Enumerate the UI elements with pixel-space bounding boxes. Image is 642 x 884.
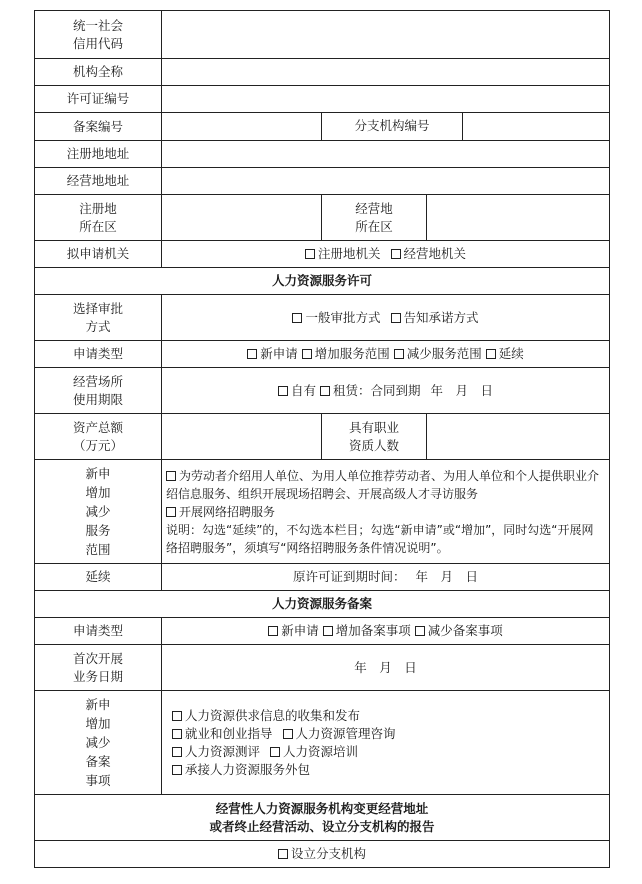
lease-expiry-date[interactable]: 年 月 日 [430,382,494,398]
license-section-title: 人力资源服务许可 [35,268,610,295]
license-no-label: 许可证编号 [35,86,162,113]
service-scope-note: 说明：勾选“延续”的，不勾选本栏目；勾选“新申请”或“增加”，同时勾选“开展网络招聘服务”，须填写“网络招聘服务条件情况说明”。 [166,522,594,555]
op-address-field[interactable] [162,168,610,195]
checkbox-new-application[interactable] [247,349,257,359]
row-credit-code [35,11,610,59]
assets-field[interactable] [162,414,322,460]
row-filing-apply-type [35,618,610,645]
row-org-name [35,59,610,86]
filing-apply-type-label: 申请类型 [35,618,162,645]
row-branch-setup [35,841,610,868]
row-license-apply-type [35,341,610,368]
checkbox-general-approval[interactable] [292,313,302,323]
renewal-label: 延续 [35,564,162,591]
filing-items-options: 人力资源供求信息的收集和发布 就业和创业指导 人力资源管理咨询 人力资源测评 人力资源培训 承接人力资源服务外包 [162,691,610,795]
checkbox-own-premises[interactable] [278,386,288,396]
apply-authority-options: 注册地机关 经营地机关 [162,241,610,268]
checkbox-op-authority[interactable] [391,249,401,259]
row-district [35,195,610,241]
checkbox-reduce-scope[interactable] [394,349,404,359]
org-name-field[interactable] [162,59,610,86]
row-assets-staff [35,414,610,460]
filing-no-label: 备案编号 [35,113,162,141]
branch-no-cell [322,113,610,141]
apply-authority-label: 拟申请机关 [35,241,162,268]
reg-address-field[interactable] [162,141,610,168]
filing-section-title: 人力资源服务备案 [35,591,610,618]
checkbox-hr-outsourcing[interactable] [172,765,182,775]
checkbox-hr-training[interactable] [270,747,280,757]
credit-code-label: 统一社会 信用代码 [35,11,162,59]
checkbox-filing-add[interactable] [323,626,333,636]
renewal-info: 原许可证到期时间： 年 月 日 [162,564,610,591]
filing-no-field[interactable] [162,113,322,141]
row-filing-no [35,113,610,141]
checkbox-online-recruitment[interactable] [166,507,176,517]
first-date-label: 首次开展 业务日期 [35,645,162,691]
license-no-field[interactable] [162,86,610,113]
branch-no-label: 分支机构编号 [354,118,430,133]
checkbox-hr-consulting[interactable] [283,729,293,739]
checkbox-reg-authority[interactable] [305,249,315,259]
reg-district-field[interactable] [162,195,322,241]
premises-label: 经营场所 使用期限 [35,368,162,414]
row-service-scope [35,460,610,564]
checkbox-leased-premises[interactable] [320,386,330,396]
checkbox-employment-agency[interactable] [166,471,176,481]
row-reg-address [35,141,610,168]
application-form-table [34,10,610,868]
org-name-label: 机构全称 [35,59,162,86]
row-op-address [35,168,610,195]
row-apply-authority [35,241,610,268]
row-first-date [35,645,610,691]
checkbox-supply-demand-info[interactable] [172,711,182,721]
report-section-header [35,795,610,841]
checkbox-career-guidance[interactable] [172,729,182,739]
row-approval-mode [35,295,610,341]
checkbox-branch-setup[interactable] [278,849,288,859]
row-renewal [35,564,610,591]
checkbox-add-scope[interactable] [302,349,312,359]
license-apply-type-label: 申请类型 [35,341,162,368]
reg-address-label: 注册地地址 [35,141,162,168]
license-section-header [35,268,610,295]
filing-apply-type-options: 新申请 增加备案事项 减少备案事项 [162,618,610,645]
checkbox-hr-assessment[interactable] [172,747,182,757]
service-scope-label: 新申 增加 减少 服务 范围 [35,460,162,564]
op-district-field[interactable] [427,195,610,241]
approval-mode-label: 选择审批 方式 [35,295,162,341]
checkbox-renewal[interactable] [486,349,496,359]
row-premises [35,368,610,414]
reg-district-label: 注册地 所在区 [35,195,162,241]
checkbox-filing-new[interactable] [268,626,278,636]
checkbox-commitment-approval[interactable] [391,313,401,323]
branch-setup-options: 设立分支机构 [35,841,610,868]
first-date-field[interactable]: 年 月 日 [162,645,610,691]
op-address-label: 经营地地址 [35,168,162,195]
assets-label: 资产总额 （万元） [35,414,162,460]
filing-items-label: 新申 增加 减少 备案 事项 [35,691,162,795]
credit-code-field[interactable] [162,11,610,59]
op-district-label: 经营地 所在区 [322,195,427,241]
staff-label: 具有职业 资质人数 [322,414,427,460]
report-section-title: 经营性人力资源服务机构变更经营地址 或者终止经营活动、设立分支机构的报告 [35,795,610,841]
renewal-expiry-date[interactable]: 年 月 日 [415,569,479,584]
service-scope-options: 为劳动者介绍用人单位、为用人单位推荐劳动者、为用人单位和个人提供职业介绍信息服务、组织开展现场招聘会、开展高级人才寻访服务 开展网络招聘服务 说明：勾选“延续”的，不勾选本栏目；勾选“新申请”或“增加”，同时勾选“开展网络招聘服务”，须填写“网络招聘服务条件情况说明”。 [162,460,610,564]
checkbox-filing-reduce[interactable] [415,626,425,636]
approval-mode-options: 一般审批方式 告知承诺方式 [162,295,610,341]
staff-field[interactable] [427,414,610,460]
filing-section-header [35,591,610,618]
premises-options: 自有 租赁：合同到期 年 月 日 [162,368,610,414]
license-apply-type-options: 新申请 增加服务范围 减少服务范围 延续 [162,341,610,368]
row-filing-items [35,691,610,795]
row-license-no [35,86,610,113]
branch-no-divider [462,113,463,140]
